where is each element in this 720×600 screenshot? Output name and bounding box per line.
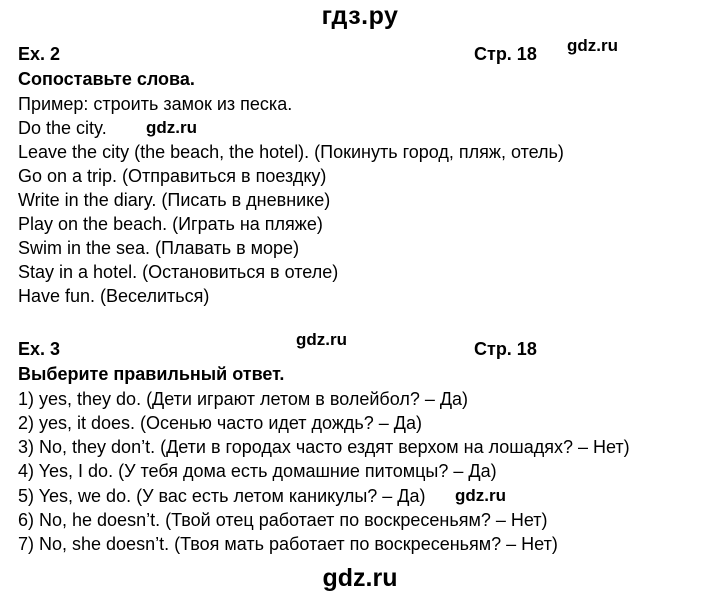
ex2-number: Ex. 2 xyxy=(18,44,61,64)
footer-watermark: gdz.ru xyxy=(322,564,398,592)
ex3-line: 6) No, he doesn’t. (Твой отец работает по воскресеньям? – Нет) xyxy=(18,510,548,530)
ex2-line: Go on a trip. (Отправиться в поездку) xyxy=(18,166,327,186)
watermark: gdz.ru xyxy=(567,36,618,55)
ex3-line: 1) yes, they do. (Дети играют летом в волейбол? – Да) xyxy=(18,389,469,409)
ex2-line: Have fun. (Веселиться) xyxy=(18,286,210,306)
ex2-line: Пример: строить замок из песка. xyxy=(18,94,293,114)
ex3-line: 3) No, they don’t. (Дети в городах часто ездят верхом на лошадях? – Нет) xyxy=(18,437,630,457)
ex2-line: Play on the beach. (Играть на пляже) xyxy=(18,214,323,234)
ex2-line: Leave the city (the beach, the hotel). (Покинуть город, пляж, отель) xyxy=(18,142,564,162)
ex2-line: Write in the diary. (Писать в дневнике) xyxy=(18,190,331,210)
ex3-line: 7) No, she doesn’t. (Твоя мать работает по воскресеньям? – Нет) xyxy=(18,534,558,554)
ex3-line: 5) Yes, we do. (У вас есть летом каникулы? – Да) xyxy=(18,486,426,506)
ex3-instruction: Выберите правильный ответ. xyxy=(18,364,285,384)
ex3-line: 2) yes, it does. (Осенью часто идет дождь? – Да) xyxy=(18,413,422,433)
watermark: gdz.ru xyxy=(296,330,347,349)
ex3-page: Стр. 18 xyxy=(474,339,537,359)
ex3-line: 4) Yes, I do. (У тебя дома есть домашние питомцы? – Да) xyxy=(18,461,497,481)
ex2-page: Стр. 18 xyxy=(474,44,537,64)
ex2-line: Swim in the sea. (Плавать в море) xyxy=(18,238,300,258)
site-header: гдз.ру xyxy=(321,2,399,30)
ex3-number: Ex. 3 xyxy=(18,339,61,359)
watermark: gdz.ru xyxy=(455,486,506,505)
watermark: gdz.ru xyxy=(146,118,197,137)
ex2-instruction: Сопоставьте слова. xyxy=(18,69,195,89)
ex2-line: Stay in a hotel. (Остановиться в отеле) xyxy=(18,262,339,282)
ex2-line: Do the city. xyxy=(18,118,107,138)
